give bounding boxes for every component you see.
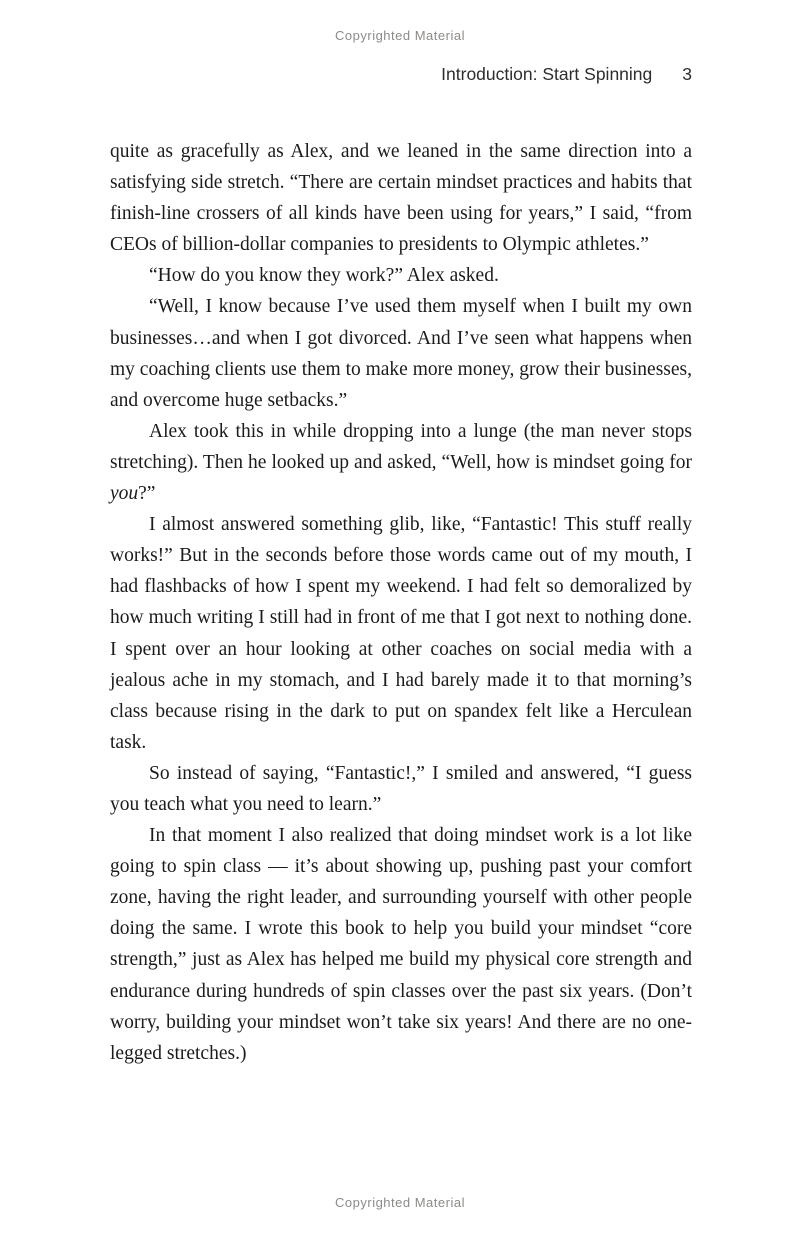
page-number: 3	[682, 64, 692, 84]
paragraph	[110, 416, 692, 509]
text-run: In that moment I also realized that doing mindset work is a lot like going to spin class — it’s about showing up, pushing past your comfort zone, having the right leader, and surrounding yourself with other people doing the same. I wrote this book to help you build your mindset “core strength,” just as Alex has helped me build my physical core strength and endurance during hundreds of spin classes over the past six years. (Don’t worry, building your mindset won’t take six years! And there are no one-legged stretches.)	[110, 825, 692, 1064]
text-run: So instead of saying, “Fantastic!,” I smiled and answered, “I guess you teach what you need to learn.”	[110, 762, 692, 815]
paragraph	[110, 758, 692, 820]
italic-text-run: you	[110, 483, 139, 505]
text-run: “Well, I know because I’ve used them myself when I built my own businesses…and when I got divorced. And I’ve seen what happens when my coaching clients use them to make more money, grow their businesses, and overcome huge setbacks.”	[110, 296, 692, 411]
paragraph	[110, 260, 692, 291]
copyright-notice-bottom: Copyrighted Material	[335, 1195, 465, 1210]
paragraph	[110, 509, 692, 758]
paragraph	[110, 820, 692, 1069]
text-run: ?”	[138, 483, 156, 505]
chapter-title: Introduction: Start Spinning	[441, 64, 653, 84]
running-header	[110, 64, 692, 85]
copyright-notice-top: Copyrighted Material	[335, 28, 465, 43]
paragraph	[110, 291, 692, 415]
text-run: Alex took this in while dropping into a lunge (the man never stops stretching). Then he looked up and asked, “Well, how is mindset going for	[110, 420, 692, 473]
text-run: “How do you know they work?” Alex asked.	[149, 265, 499, 287]
text-run: quite as gracefully as Alex, and we leaned in the same direction into a satisfying side stretch. “There are certain mindset practices and habits that finish-line crossers of all kinds have been using for years,” I said, “from CEOs of billion-dollar companies to presidents to Olympic athletes.”	[110, 141, 692, 256]
body-text	[110, 136, 692, 1069]
text-run: I almost answered something glib, like, “Fantastic! This stuff really works!” But in the seconds before those words came out of my mouth, I had flashbacks of how I spent my weekend. I had felt so demoralized by how much writing I still had in front of me that I got next to nothing done. I spent over an hour looking at other coaches on social media with a jealous ache in my stomach, and I had barely made it to that morning’s class because rising in the dark to put on spandex felt like a Herculean task.	[110, 514, 692, 753]
paragraph	[110, 136, 692, 260]
